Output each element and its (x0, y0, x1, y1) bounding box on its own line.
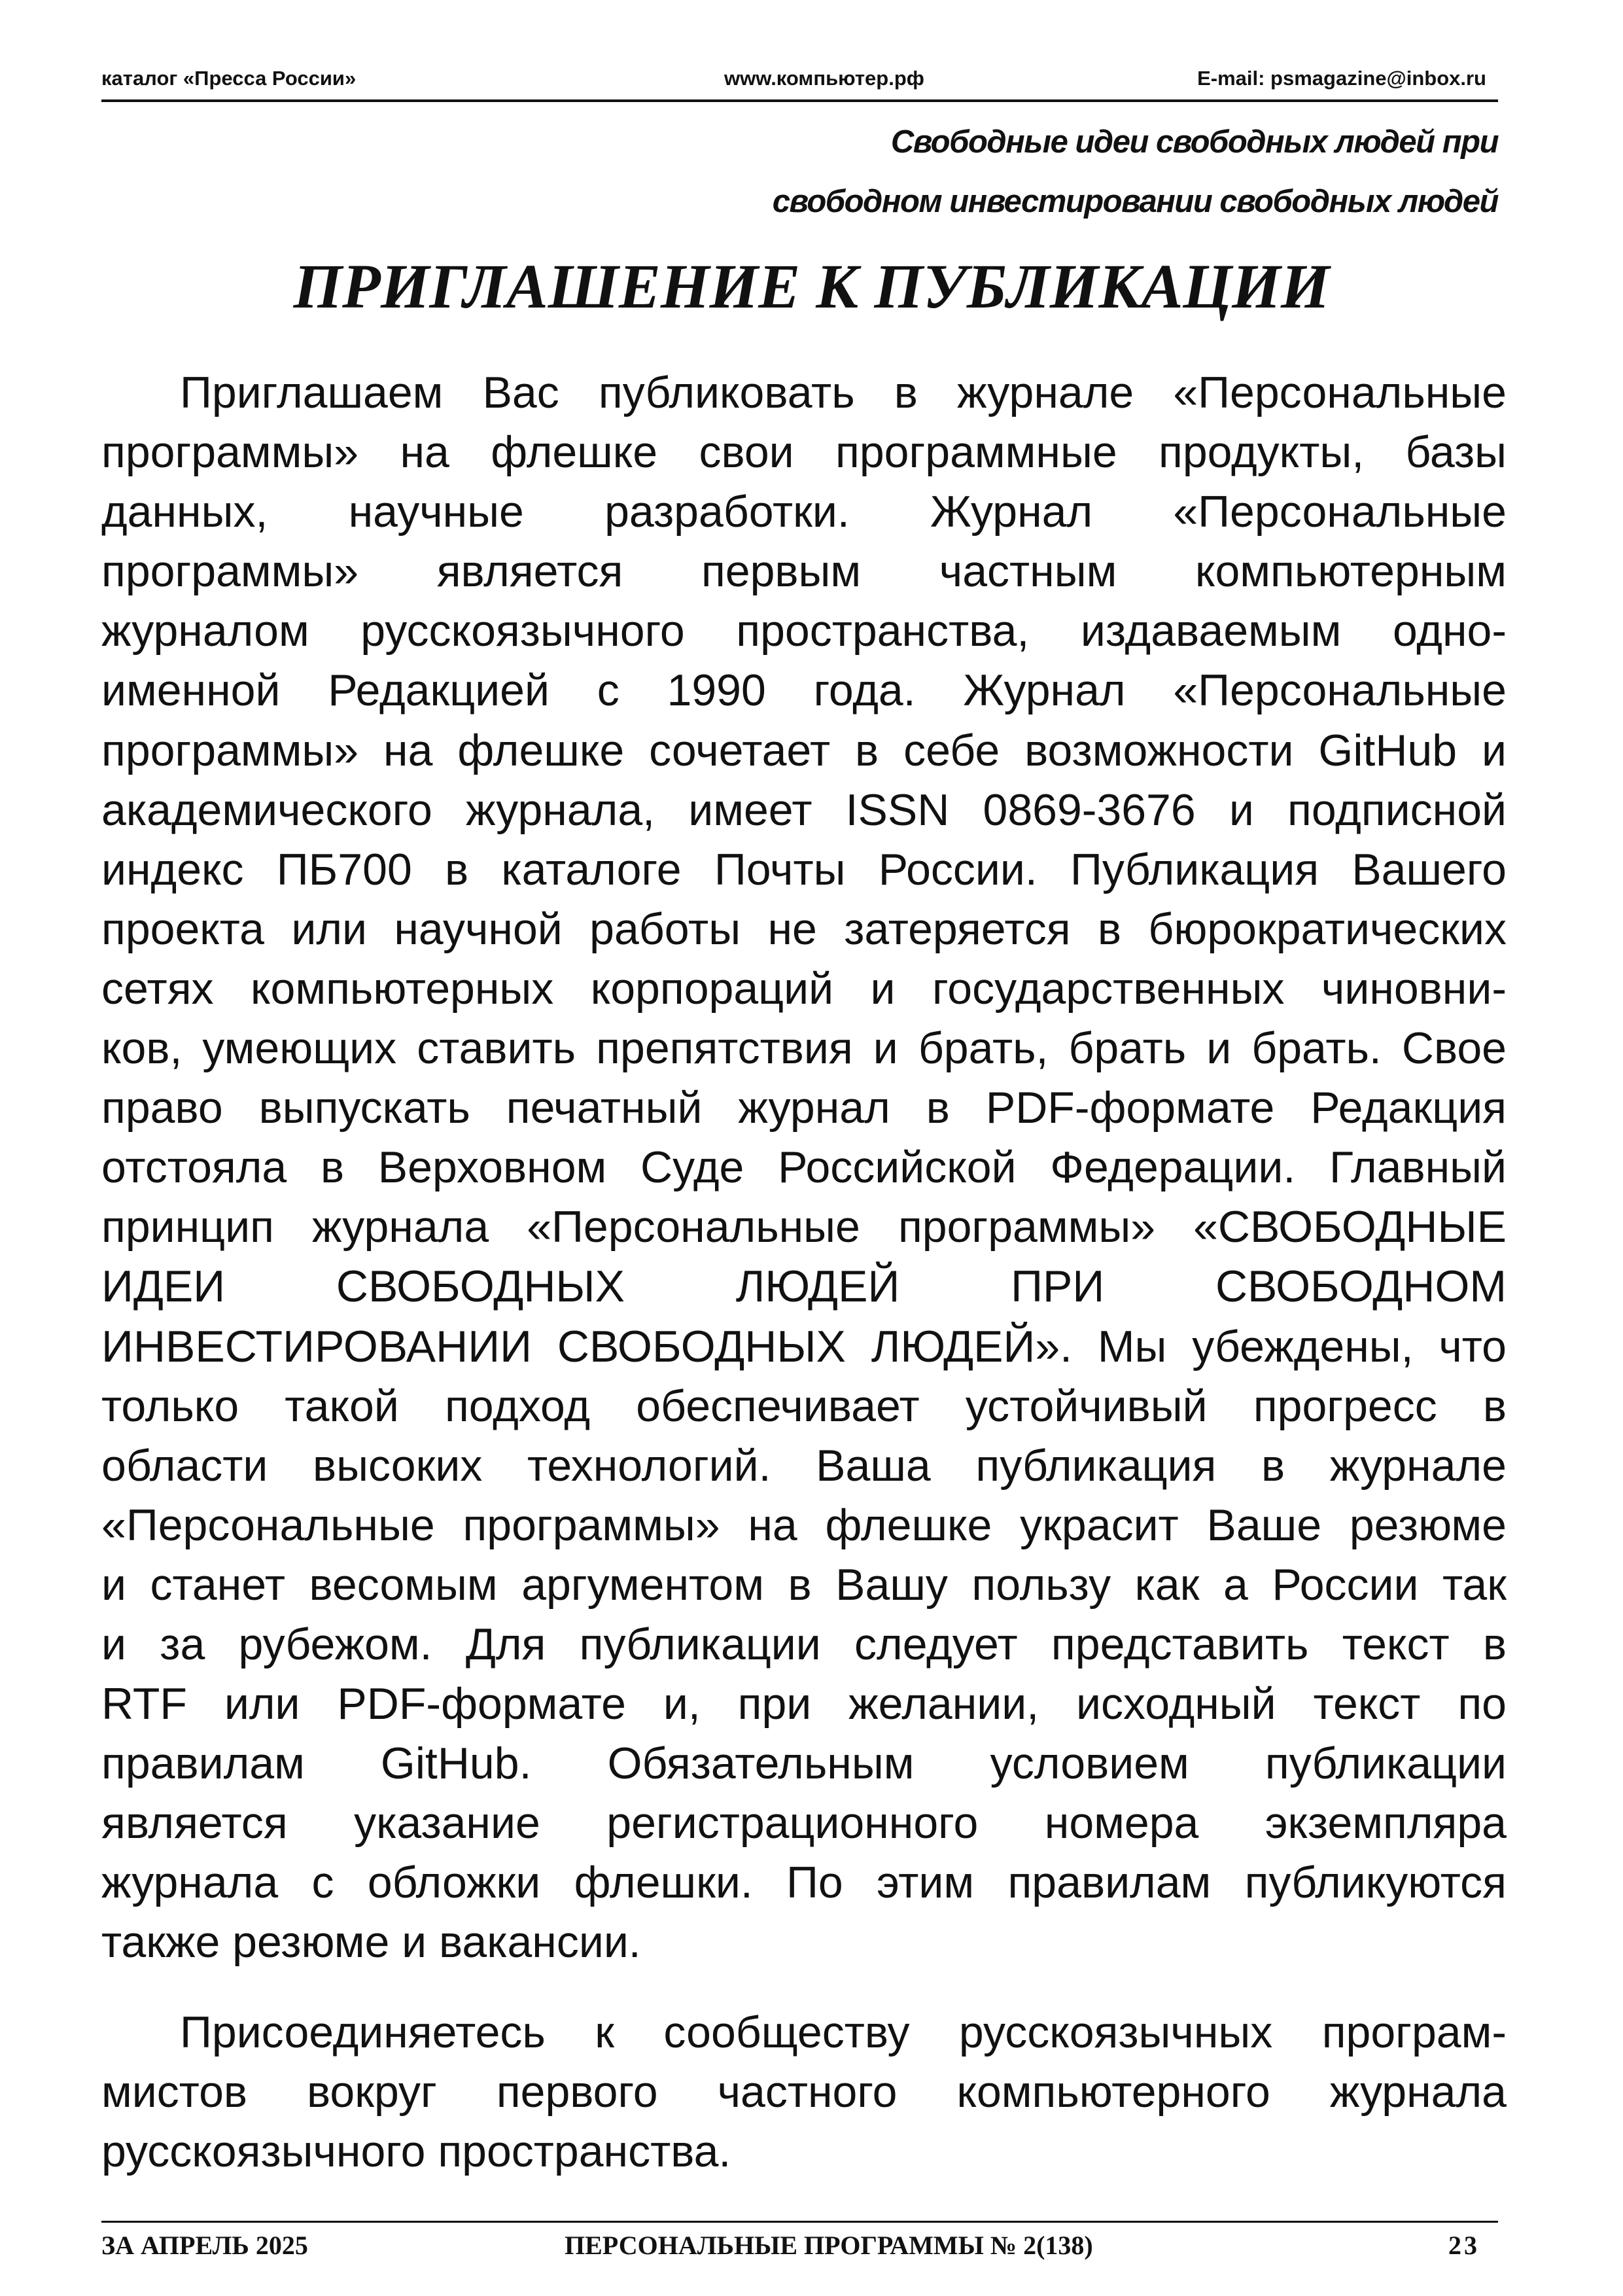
text-line: Присоединяетесь к сообществу русскоязычных програм- (180, 2007, 1507, 2057)
text-line: право выпускать печатный журнал в PDF-формате Редакция (101, 1083, 1507, 1133)
motto-line: свободном инвестировании свободных людей (772, 184, 1498, 219)
article-body (101, 363, 1507, 2181)
text-line: именной Редакцией с 1990 года. Журнал «Персональные (101, 665, 1507, 716)
journal-name: ПЕРСОНАЛЬНЫЕ ПРОГРАММЫ № 2(138) (565, 2231, 1093, 2260)
text-line: «Персональные программы» на флешке украсит Ваше резюме (101, 1500, 1507, 1550)
text-line: данных, научные разработки. Журнал «Персональные (101, 487, 1507, 537)
page-title: ПРИГЛАШЕНИЕ К ПУБЛИКАЦИИ (293, 251, 1330, 321)
text-line: и за рубежом. Для публикации следует представить текст в (101, 1619, 1507, 1669)
text-line: мистов вокруг первого частного компьютерного журнала (101, 2066, 1507, 2117)
text-line: только такой подход обеспечивает устойчивый прогресс в (101, 1381, 1507, 1431)
issue-date: ЗА АПРЕЛЬ 2025 (101, 2231, 308, 2260)
email-label: E-mail: psmagazine@inbox.ru (1197, 67, 1486, 90)
running-header (101, 62, 1498, 101)
text-line: отстояла в Верховном Суде Российской Федерации. Главный (101, 1142, 1507, 1193)
page-number: 23 (1448, 2231, 1480, 2260)
catalog-label: каталог «Пресса России» (101, 67, 357, 90)
text-line: области высоких технологий. Ваша публикация в журнале (101, 1440, 1507, 1491)
running-footer (101, 2226, 1498, 2265)
text-line: RTF или PDF-формате и, при желании, исходный текст по (101, 1679, 1507, 1729)
paragraph-2 (101, 2003, 1507, 2181)
text-line: индекс ПБ700 в каталоге Почты России. Публикация Вашего (101, 844, 1507, 894)
text-line: также резюме и вакансии. (101, 1917, 641, 1968)
text-line: журналом русскоязычного пространства, издаваемым одно- (101, 606, 1507, 656)
text-line: сетях компьютерных корпораций и государственных чиновни- (101, 963, 1507, 1014)
text-line: принцип журнала «Персональные программы» «СВОБОДНЫЕ (101, 1202, 1507, 1252)
text-line: программы» является первым частным компьютерным (101, 546, 1507, 597)
text-line: академического журнала, имеет ISSN 0869-3676 и подписной (101, 785, 1507, 835)
text-line: правилам GitHub. Обязательным условием публикации (101, 1739, 1507, 1789)
text-line: является указание регистрационного номера экземпляра (101, 1798, 1507, 1848)
text-line: ков, умеющих ставить препятствия и брать, брать и брать. Свое (101, 1023, 1507, 1074)
motto (773, 113, 1498, 232)
text-line: Приглашаем Вас публиковать в журнале «Персональные (180, 368, 1507, 417)
text-line: программы» на флешке свои программные продукты, базы (101, 427, 1507, 478)
motto-line: Свободные идеи свободных людей при (890, 124, 1498, 160)
text-line: и станет весомым аргументом в Вашу пользу как а России так (101, 1559, 1507, 1610)
footer-divider (101, 2221, 1498, 2223)
text-line: русскоязычного пространства. (101, 2126, 731, 2176)
header-divider (101, 99, 1498, 102)
paragraph-1 (101, 363, 1507, 1973)
text-line: ИДЕИ СВОБОДНЫХ ЛЮДЕЙ ПРИ СВОБОДНОМ (101, 1262, 1507, 1312)
text-line: ИНВЕСТИРОВАНИИ СВОБОДНЫХ ЛЮДЕЙ». Мы убеждены, что (101, 1321, 1507, 1371)
text-line: программы» на флешке сочетает в себе возможности GitHub и (101, 725, 1507, 775)
website-label: www.компьютер.рф (724, 67, 924, 90)
text-line: журнала с обложки флешки. По этим правилам публикуются (101, 1858, 1507, 1908)
text-line: проекта или научной работы не затеряется в бюрократических (101, 904, 1507, 954)
